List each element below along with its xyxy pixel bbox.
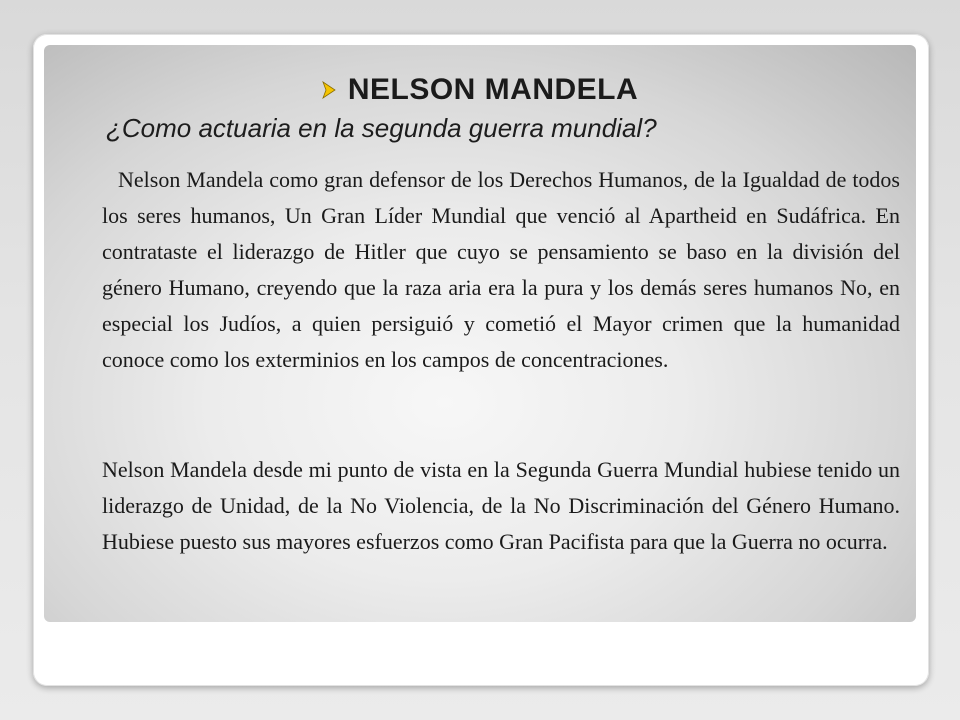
body-paragraph-2: Nelson Mandela desde mi punto de vista en la Segunda Guerra Mundial hubiese tenido un liderazgo de Unidad, de la No Violencia, de la No Discriminación del Género Humano. Hubiese puesto sus mayores esfuerzos como Gran Pacifista para que la Guerra no ocurra. xyxy=(102,457,900,554)
slide-title: NELSON MANDELA xyxy=(347,73,639,106)
arrow-bullet-icon xyxy=(322,81,336,99)
slide-subtitle: ¿Como actuaria en la segunda guerra mundial? xyxy=(106,113,657,143)
body-paragraph-1: Nelson Mandela como gran defensor de los Derechos Humanos, de la Igualdad de todos los seres humanos, Un Gran Líder Mundial que venció al Apartheid en Sudáfrica. En contrataste el liderazgo de Hitler que cuyo se pensamiento se baso en la división del género Humano, creyendo que la raza aria era la pura y los demás seres humanos No, en especial los Judíos, a quien persiguió y cometió el Mayor crimen que la humanidad conoce como los exterminios en los campos de concentraciones. xyxy=(102,167,900,372)
title-row xyxy=(44,67,916,113)
